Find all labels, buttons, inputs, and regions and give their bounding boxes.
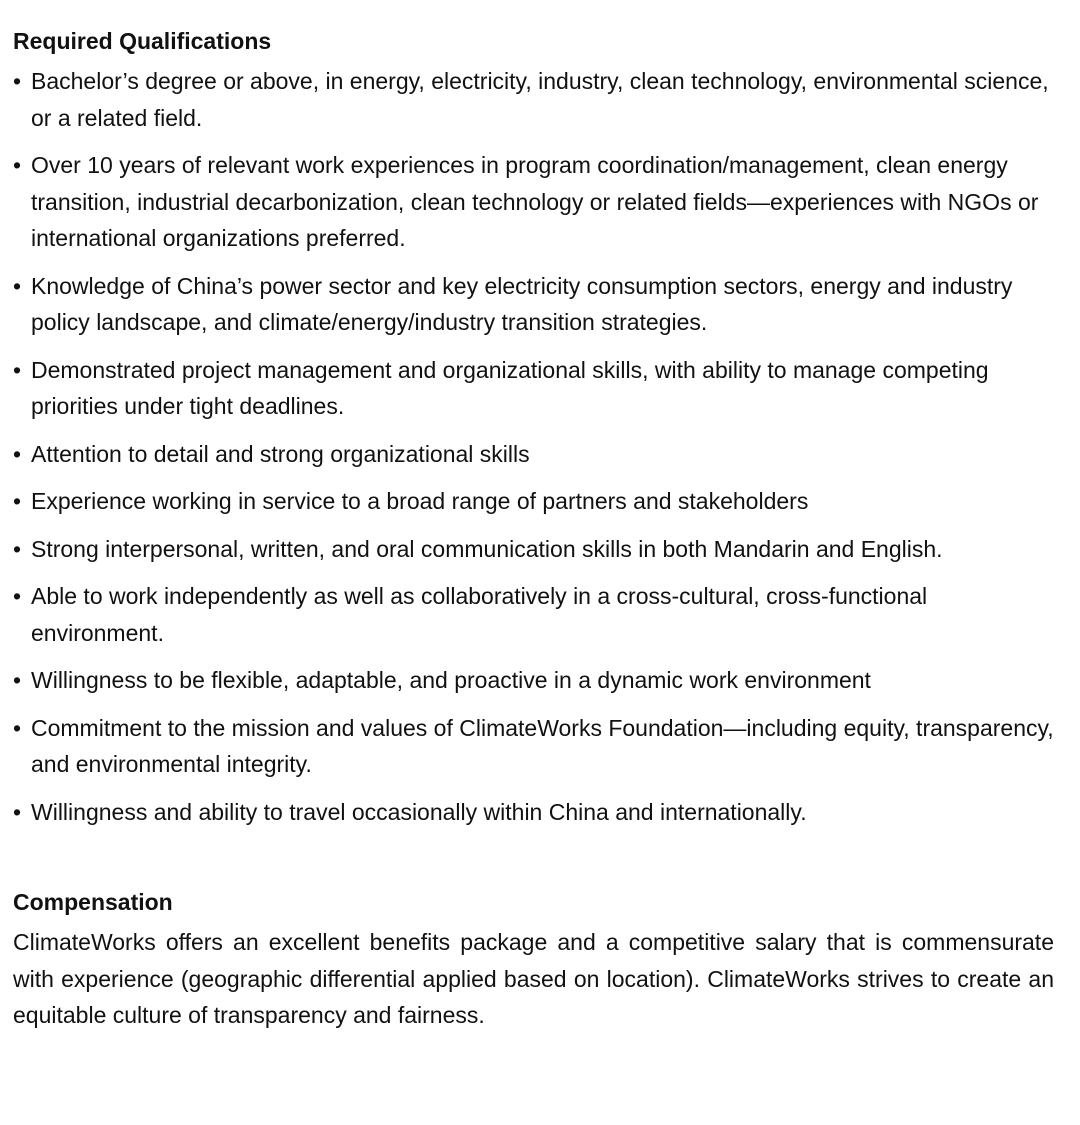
bullet-icon: • bbox=[13, 152, 22, 178]
list-item-text: Willingness and ability to travel occasionally within China and internationally. bbox=[31, 798, 807, 825]
compensation-heading: Compensation bbox=[13, 889, 173, 915]
list-item-text: Experience working in service to a broad range of partners and stakeholders bbox=[31, 488, 809, 514]
bullet-icon: • bbox=[13, 440, 22, 467]
qualifications-heading: Required Qualifications bbox=[13, 28, 272, 54]
list-item bbox=[13, 710, 1054, 783]
bullet-icon: • bbox=[13, 798, 22, 825]
bullet-icon: • bbox=[13, 488, 22, 514]
bullet-icon: • bbox=[13, 68, 22, 94]
list-item-text: Demonstrated project management and organizational skills, with ability to manage competing priorities under tight deadlines. bbox=[31, 356, 989, 419]
list-item-text: Attention to detail and strong organizational skills bbox=[31, 440, 530, 467]
bullet-icon: • bbox=[13, 356, 22, 383]
list-item bbox=[13, 268, 1054, 341]
bullet-icon: • bbox=[13, 667, 22, 693]
list-item-text: Over 10 years of relevant work experiences in program coordination/management, clean energy transition, industrial decarbonization, clean technology or related fields—experiences with NGOs or international organizations preferred. bbox=[31, 152, 1039, 251]
list-item-text: Able to work independently as well as collaboratively in a cross-cultural, cross-functional environment. bbox=[31, 583, 928, 646]
bullet-icon: • bbox=[13, 583, 22, 609]
bullet-icon: • bbox=[13, 535, 22, 562]
list-item-text: Willingness to be flexible, adaptable, and proactive in a dynamic work environment bbox=[31, 667, 871, 693]
list-item bbox=[13, 483, 1054, 520]
list-item-text: Commitment to the mission and values of ClimateWorks Foundation—including equity, transparency, and environmental integrity. bbox=[31, 714, 1054, 777]
compensation-paragraph: ClimateWorks offers an excellent benefits package and a competitive salary that is commensurate with experience (geographic differential applied based on location). ClimateWorks strives to create an equitable culture of transparency and fairness. bbox=[13, 929, 1054, 1028]
list-item-text: Strong interpersonal, written, and oral communication skills in both Mandarin and English. bbox=[31, 535, 943, 562]
list-item bbox=[13, 662, 1054, 699]
list-item bbox=[13, 578, 1054, 651]
list-item bbox=[13, 147, 1054, 257]
list-item-text: Knowledge of China’s power sector and key electricity consumption sectors, energy and industry policy landscape, and climate/energy/industry transition strategies. bbox=[31, 272, 1013, 335]
bullet-icon: • bbox=[13, 714, 22, 741]
qualifications-list bbox=[13, 63, 1054, 830]
list-item-text: Bachelor’s degree or above, in energy, electricity, industry, clean technology, environmental science, or a related field. bbox=[31, 68, 1049, 131]
section-spacer bbox=[13, 841, 1054, 887]
bullet-icon: • bbox=[13, 272, 22, 299]
list-item bbox=[13, 352, 1054, 425]
list-item bbox=[13, 531, 1054, 568]
list-item bbox=[13, 63, 1054, 136]
list-item bbox=[13, 436, 1054, 473]
list-item bbox=[13, 794, 1054, 831]
